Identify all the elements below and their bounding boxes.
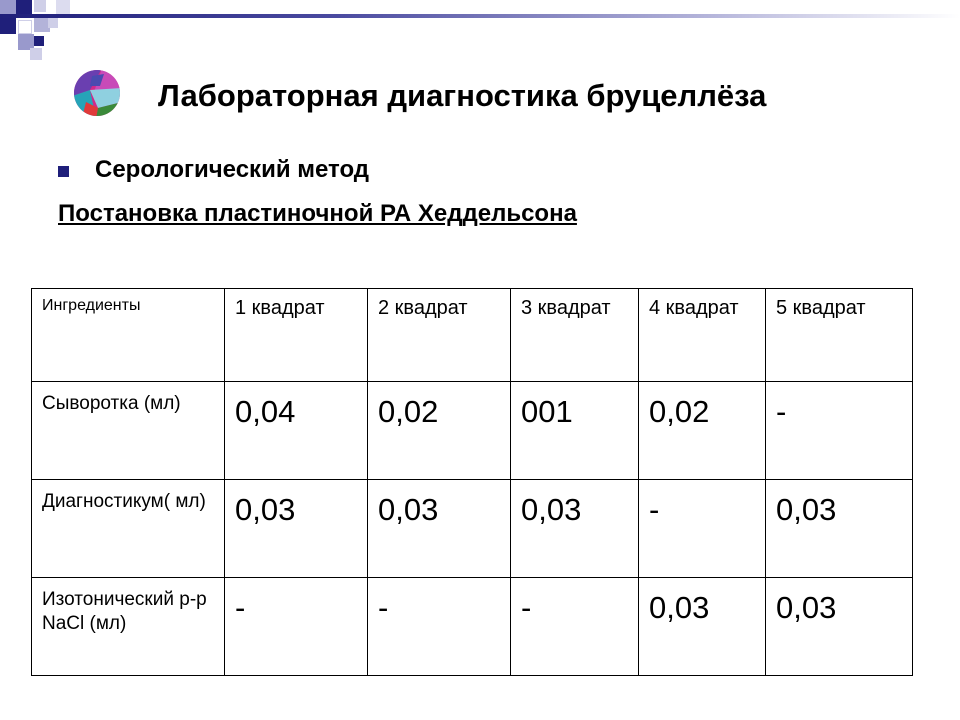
section-subtitle: Постановка пластиночной РА Хеддельсона	[58, 200, 577, 227]
header-gradient-line	[0, 14, 960, 18]
table-header-row	[32, 289, 913, 382]
deco-square	[0, 18, 16, 34]
column-header: 2 квадрат	[368, 289, 511, 382]
table-row	[32, 578, 913, 676]
page-title: Лабораторная диагностика бруцеллёза	[158, 78, 767, 113]
colorful-sphere-icon	[72, 68, 122, 118]
table-row	[32, 382, 913, 480]
deco-square	[34, 36, 44, 46]
table-cell: 0,03	[639, 578, 766, 676]
table-cell: 0,03	[511, 480, 639, 578]
table-cell: 0,03	[766, 578, 913, 676]
column-header: Ингредиенты	[32, 289, 225, 382]
deco-square	[34, 0, 46, 12]
table-cell: 0,03	[766, 480, 913, 578]
square-bullet-icon	[58, 166, 69, 177]
row-label: Диагностикум( мл)	[32, 480, 225, 578]
table-cell: 0,02	[368, 382, 511, 480]
deco-square	[30, 48, 42, 60]
ingredients-table	[31, 288, 913, 676]
table-row	[32, 480, 913, 578]
row-label: Сыворотка (мл)	[32, 382, 225, 480]
column-header: 3 квадрат	[511, 289, 639, 382]
table-cell: -	[368, 578, 511, 676]
column-header: 1 квадрат	[225, 289, 368, 382]
deco-square	[18, 20, 32, 34]
table-cell: 0,02	[639, 382, 766, 480]
table-cell: 0,03	[368, 480, 511, 578]
table-cell: -	[511, 578, 639, 676]
bullet-text: Серологический метод	[95, 156, 370, 183]
column-header: 4 квадрат	[639, 289, 766, 382]
deco-square	[48, 18, 58, 28]
table-cell: 0,03	[225, 480, 368, 578]
table-cell: 0,04	[225, 382, 368, 480]
column-header: 5 квадрат	[766, 289, 913, 382]
table-cell: -	[225, 578, 368, 676]
table-cell: -	[639, 480, 766, 578]
table-cell: 001	[511, 382, 639, 480]
row-label: Изотонический р-р NaCl (мл)	[32, 578, 225, 676]
deco-square	[56, 0, 70, 14]
table-cell: -	[766, 382, 913, 480]
bullet-item	[58, 156, 369, 184]
